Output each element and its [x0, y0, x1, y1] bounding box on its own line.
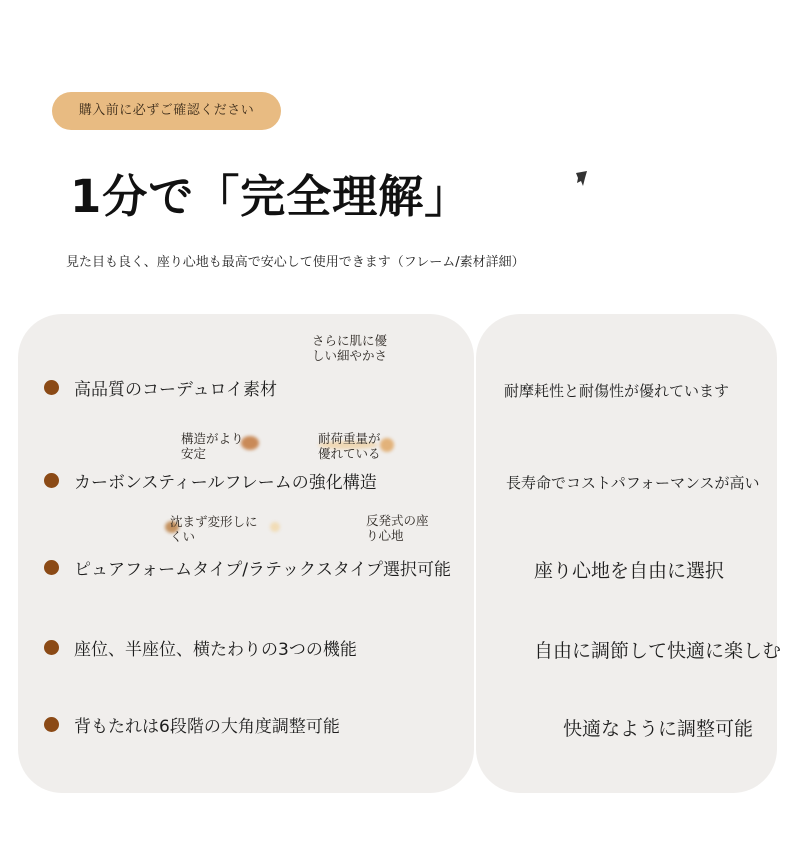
benefit-label: 耐摩耗性と耐傷性が優れています [504, 382, 730, 400]
bullet-dot-icon [44, 717, 59, 732]
feature-item [44, 712, 340, 736]
feature-label: ピュアフォームタイプ/ラテックスタイプ選択可能 [74, 559, 452, 580]
benefit-label: 自由に調節して快適に楽しむ [534, 640, 782, 662]
feature-item [44, 555, 451, 579]
annotation-note: 耐荷重量が 優れている [318, 431, 381, 461]
bullet-dot-icon [44, 473, 59, 488]
annotation-note: 沈まず変形しに くい [170, 514, 258, 544]
feature-item [44, 635, 357, 659]
feature-item [44, 375, 277, 399]
annotation-note: 構造がより 安定 [181, 431, 244, 461]
feature-label: 高品質のコーデュロイ素材 [74, 379, 277, 400]
bullet-dot-icon [44, 640, 59, 655]
benefit-label: 快適なように調整可能 [563, 718, 754, 740]
decorative-blob [380, 438, 394, 452]
annotation-note: 反発式の座 り心地 [366, 513, 429, 543]
ink-splash-decoration [573, 169, 589, 189]
decorative-blob [270, 522, 280, 532]
feature-item [44, 468, 377, 492]
page-title: 1分で「完全理解」 [70, 170, 471, 223]
notice-badge: 購入前に必ずご確認ください [52, 92, 281, 130]
page-subtitle: 見た目も良く、座り心地も最高で安心して使用できます（フレーム/素材詳細） [66, 255, 525, 270]
bullet-dot-icon [44, 380, 59, 395]
feature-label: 座位、半座位、横たわりの3つの機能 [74, 639, 357, 660]
decorative-blob [241, 436, 259, 450]
feature-label: カーボンスティールフレームの強化構造 [74, 472, 377, 493]
bullet-dot-icon [44, 560, 59, 575]
benefit-label: 長寿命でコストパフォーマンスが高い [506, 474, 760, 492]
annotation-note: さらに肌に優 しい細やかさ [312, 333, 388, 363]
benefit-label: 座り心地を自由に選択 [534, 560, 725, 582]
feature-label: 背もたれは6段階の大角度調整可能 [74, 716, 340, 737]
